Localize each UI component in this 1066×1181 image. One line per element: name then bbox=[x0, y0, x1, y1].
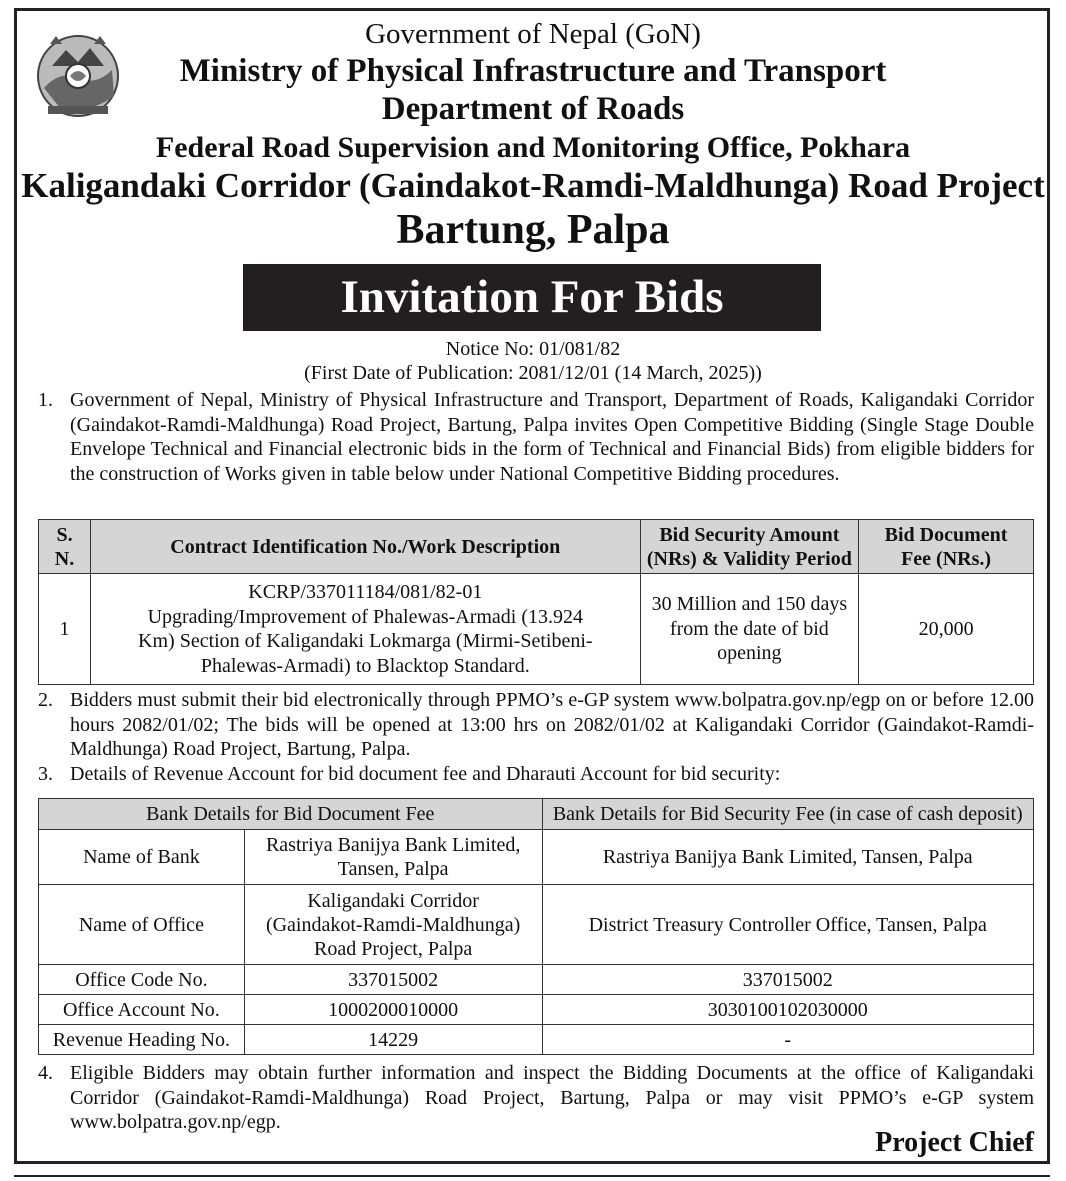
paragraph-text: Eligible Bidders may obtain further information and inspect the Bidding Documents at the office of Kaligandaki Corridor (Gaindakot-Ramdi-Maldhunga) Road Project, Bartung, Palpa or may visit PPMO’s e-GP system www.bolpatra.gov.np/egp. bbox=[70, 1062, 1034, 1133]
bid-security-cell: 30 Million and 150 days from the date of bid opening bbox=[640, 574, 859, 685]
contract-table-header bbox=[39, 520, 1034, 574]
paragraph-text: Government of Nepal, Ministry of Physical Infrastructure and Transport, Department of Roads, Kaligandaki Corridor (Gaindakot-Ramdi-Maldhunga) Road Project, Bartung, Palpa invites Open Competitive Bidding (Single Stage Double Envelope Technical and Financial electronic bids in the form of Technical and Financial Bids) from eligible bidders for the construction of Works given in table below under National Competitive Bidding procedures. bbox=[70, 389, 1034, 485]
paragraph-3 bbox=[38, 762, 1034, 787]
contract-table bbox=[38, 519, 1034, 685]
doc-fee-header: Bank Details for Bid Document Fee bbox=[39, 799, 543, 830]
table-row bbox=[39, 1025, 1034, 1055]
doc-fee-value: Rastriya Banijya Bank Limited, Tansen, Palpa bbox=[244, 830, 542, 885]
bank-table-header bbox=[39, 799, 1034, 830]
paragraph-number: 3. bbox=[38, 763, 53, 785]
sn-header: S. N. bbox=[39, 520, 91, 574]
paragraph-4 bbox=[38, 1061, 1034, 1135]
table-row bbox=[39, 830, 1034, 885]
security-fee-value: 337015002 bbox=[542, 965, 1033, 995]
description-header: Contract Identification No./Work Description bbox=[91, 520, 641, 574]
row-label: Name of Bank bbox=[39, 830, 245, 885]
department-name: Department of Roads bbox=[381, 91, 685, 127]
security-header: Bid Security Amount (NRs) & Validity Period bbox=[640, 520, 859, 574]
paragraph-2 bbox=[38, 688, 1034, 762]
table-row bbox=[39, 574, 1034, 685]
work-description-cell: KCRP/337011184/081/82-01 Upgrading/Improvement of Phalewas-Armadi (13.924 Km) Section of Kaligandaki Lokmarga (Mirmi-Setibeni- Phalewas-Armadi) to Blacktop Standard. bbox=[91, 574, 641, 685]
bank-details-table bbox=[38, 798, 1034, 1055]
security-fee-value: District Treasury Controller Office, Tansen, Palpa bbox=[542, 885, 1033, 965]
security-fee-value: 3030100102030000 bbox=[542, 995, 1033, 1025]
doc-fee-value: 1000200010000 bbox=[244, 995, 542, 1025]
row-label: Revenue Heading No. bbox=[39, 1025, 245, 1055]
paragraph-number: 2. bbox=[38, 689, 53, 711]
paragraph-text: Bidders must submit their bid electronically through PPMO’s e-GP system www.bolpatra.gov.np/egp on or before 12.00 hours 2082/01/02; The bids will be opened at 13:00 hrs on 2082/01/02 at Kaligandaki Corridor (Gaindakot-Ramdi-Maldhunga) Road Project, Bartung, Palpa. bbox=[70, 689, 1034, 760]
row-label: Office Code No. bbox=[39, 965, 245, 995]
office-name: Federal Road Supervision and Monitoring Office, Pokhara bbox=[155, 131, 911, 164]
security-fee-header: Bank Details for Bid Security Fee (in case of cash deposit) bbox=[542, 799, 1033, 830]
doc-fee-value: 337015002 bbox=[244, 965, 542, 995]
publication-date: (First Date of Publication: 2081/12/01 (14 March, 2025)) bbox=[304, 362, 762, 384]
paragraph-number: 1. bbox=[38, 389, 53, 411]
fee-header: Bid Document Fee (NRs.) bbox=[859, 520, 1034, 574]
table-row bbox=[39, 995, 1034, 1025]
doc-fee-value: Kaligandaki Corridor (Gaindakot-Ramdi-Maldhunga) Road Project, Palpa bbox=[244, 885, 542, 965]
row-label: Name of Office bbox=[39, 885, 245, 965]
signature-title: Project Chief bbox=[875, 1127, 1034, 1158]
paragraph-text: Details of Revenue Account for bid document fee and Dharauti Account for bid security: bbox=[70, 763, 781, 785]
bottom-rule bbox=[14, 1175, 1050, 1177]
project-location: Bartung, Palpa bbox=[396, 207, 670, 253]
ministry-name: Ministry of Physical Infrastructure and Transport bbox=[179, 53, 887, 89]
doc-fee-value: 14229 bbox=[244, 1025, 542, 1055]
invitation-title: Invitation For Bids bbox=[243, 264, 821, 331]
sn-cell: 1 bbox=[39, 574, 91, 685]
paragraph-number: 4. bbox=[38, 1062, 53, 1084]
project-name: Kaligandaki Corridor (Gaindakot-Ramdi-Maldhunga) Road Project bbox=[21, 166, 1045, 205]
security-fee-value: Rastriya Banijya Bank Limited, Tansen, Palpa bbox=[542, 830, 1033, 885]
table-row bbox=[39, 965, 1034, 995]
table-row bbox=[39, 885, 1034, 965]
contract-id: KCRP/337011184/081/82-01 bbox=[248, 581, 483, 603]
bid-fee-cell: 20,000 bbox=[859, 574, 1034, 685]
security-fee-value: - bbox=[542, 1025, 1033, 1055]
paragraph-1 bbox=[38, 388, 1034, 510]
government-name: Government of Nepal (GoN) bbox=[365, 18, 701, 50]
row-label: Office Account No. bbox=[39, 995, 245, 1025]
notice-number: Notice No: 01/081/82 bbox=[445, 338, 621, 360]
